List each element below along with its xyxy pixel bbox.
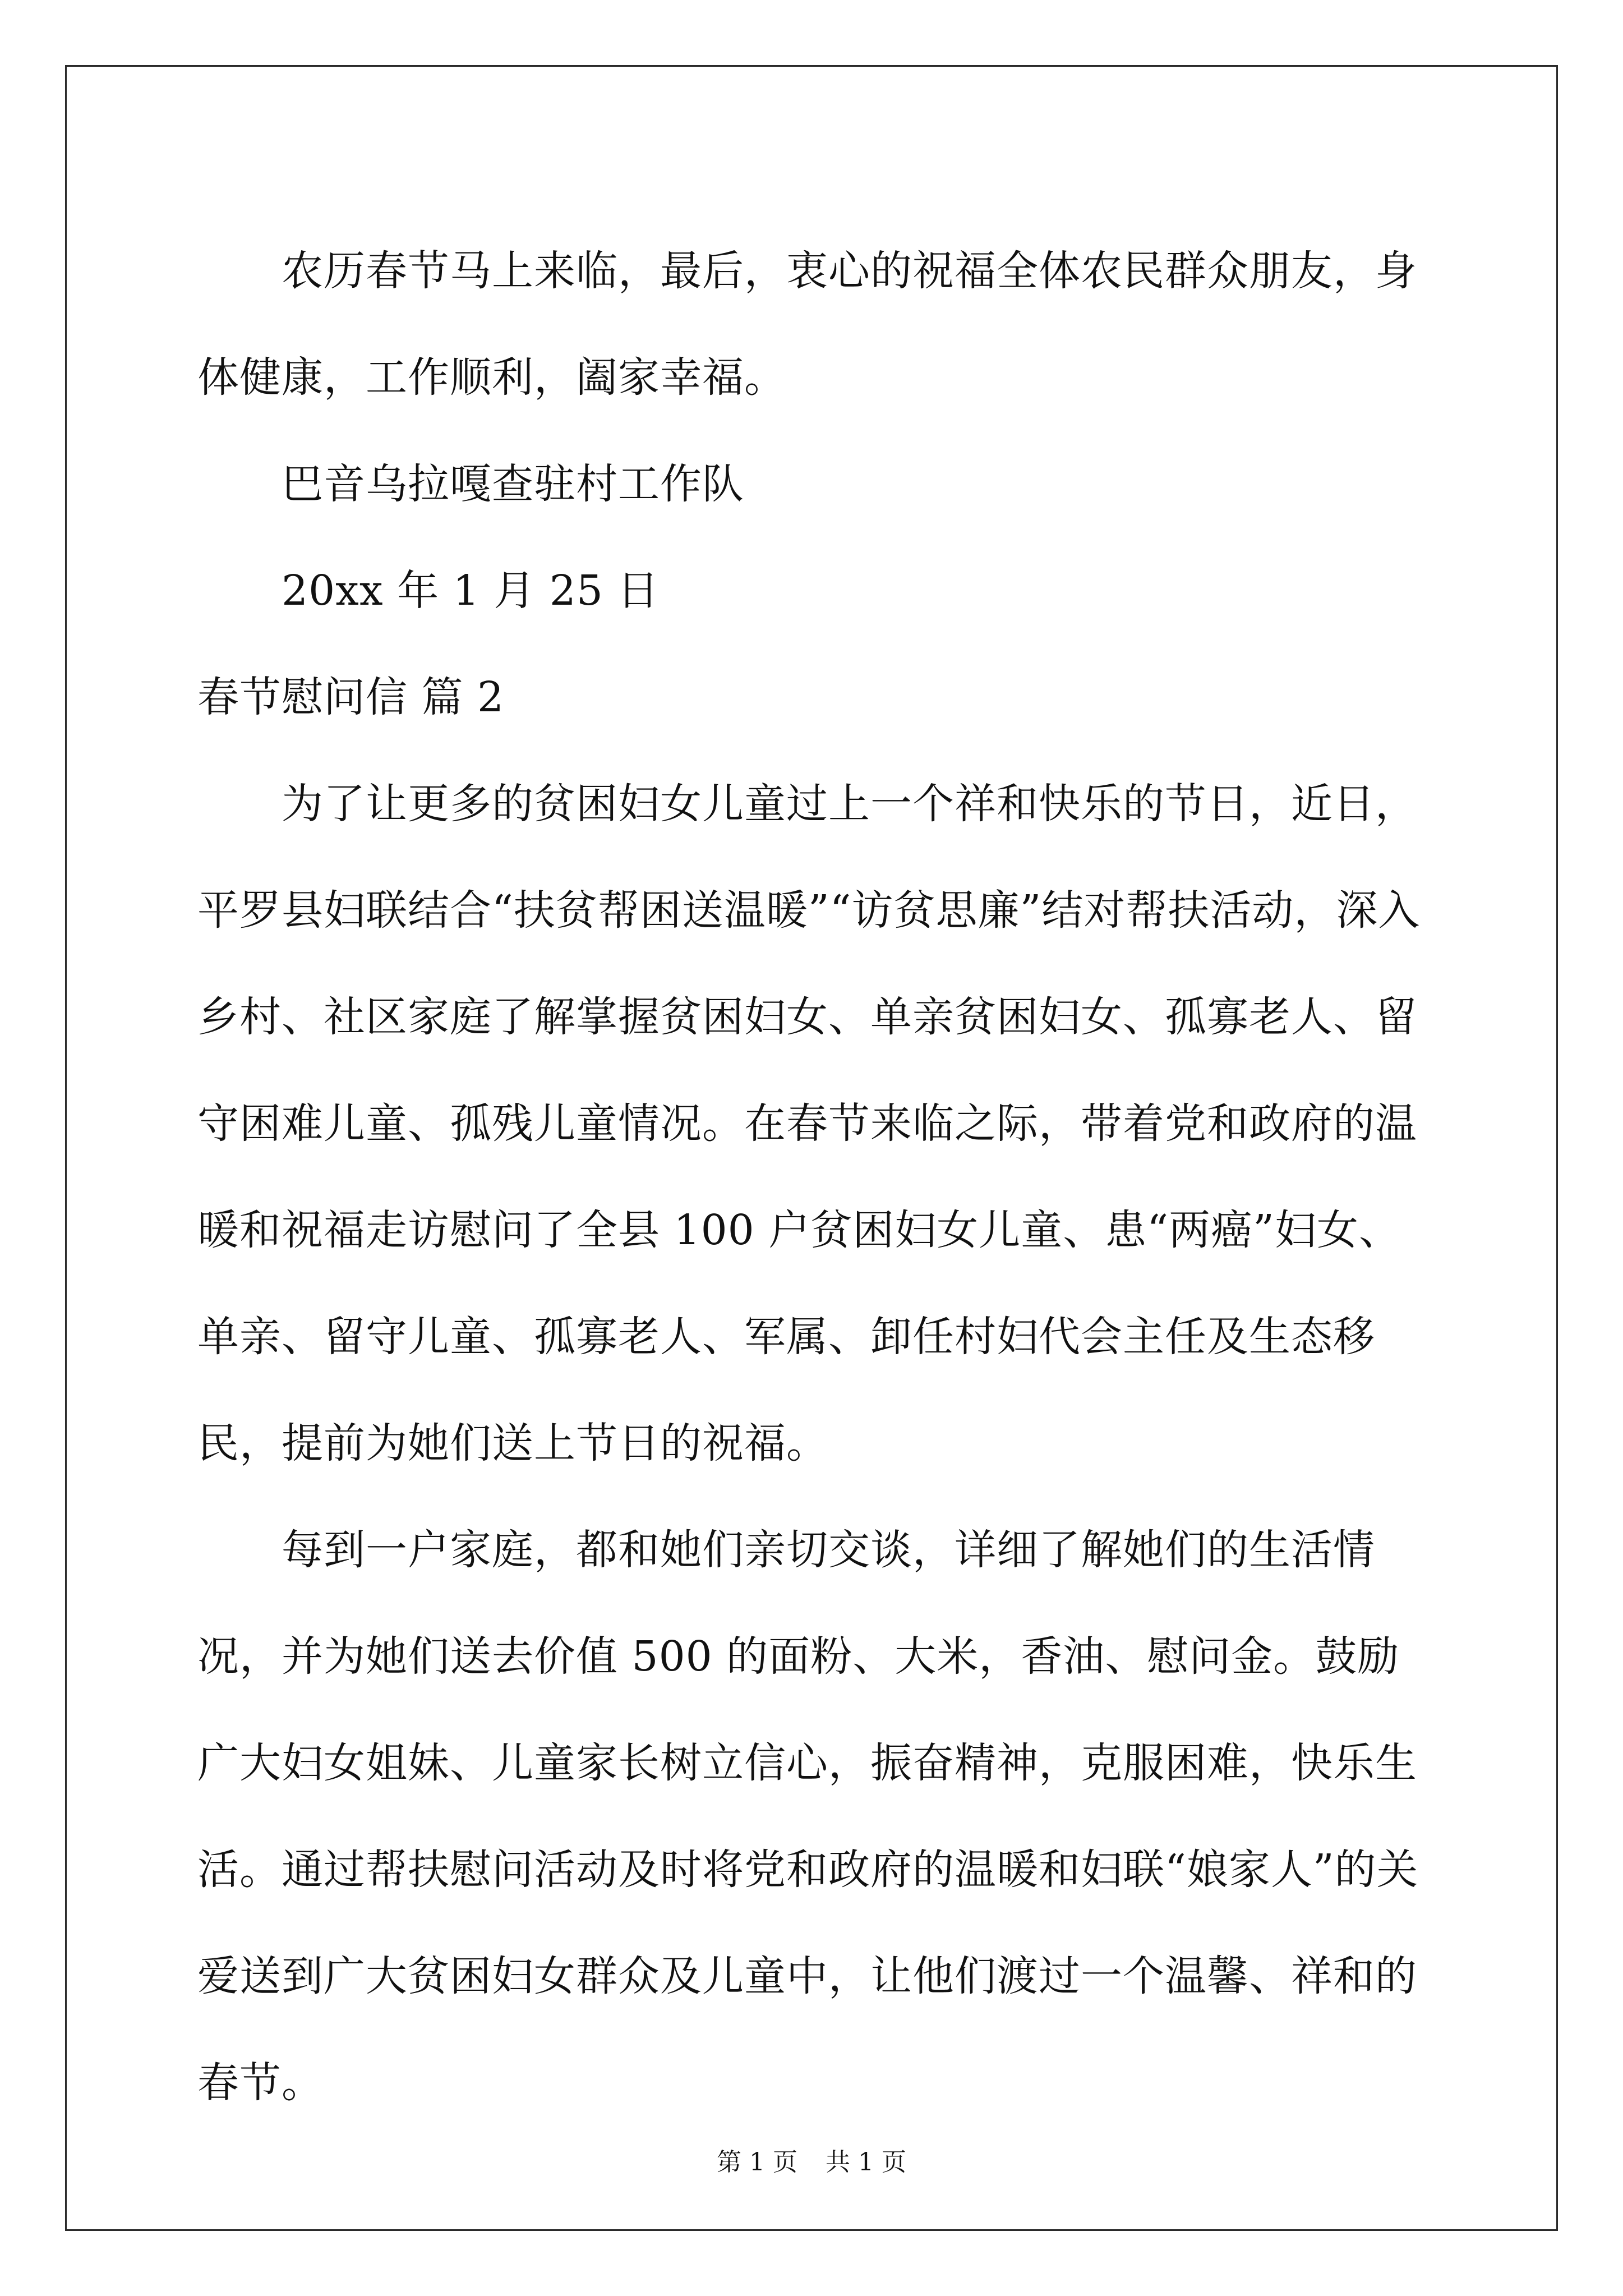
signature-line: 巴音乌拉嘎查驻村工作队 bbox=[282, 460, 744, 508]
page-footer bbox=[0, 2146, 1623, 2179]
body-paragraph: 为了让更多的贫困妇女儿童过上一个祥和快乐的节日，近日，平罗县妇联结合“扶贫帮困送温暖”“访贫思廉”结对帮扶活动，深入乡村、社区家庭了解掌握贫困妇女、单亲贫困妇女、孤寡老人、留守困难儿童、孤残儿童情况。在春节来临之际，带着党和政府的温暖和祝福走访慰问了全县 100 户贫困妇女儿童、患“两癌”妇女、单亲、留守儿童、孤寡老人、军属、卸任村妇代会主任及生态移民，提前为她们送上节日的祝福。 bbox=[197, 780, 1421, 1467]
body-paragraph: 每到一户家庭，都和她们亲切交谈，详细了解她们的生活情况，并为她们送去价值 500 的面粉、大米，香油、慰问金。鼓励广大妇女姐妹、儿童家长树立信心，振奋精神，克服困难，快乐生活。通过帮扶慰问活动及时将党和政府的温暖和妇联“娘家人”的关爱送到广大贫困妇女群众及儿童中，让他们渡过一个温馨、祥和的春节。 bbox=[197, 1526, 1419, 2107]
page-number: 第 1 页 bbox=[717, 2148, 797, 2177]
section-heading: 春节慰问信 篇 2 bbox=[197, 673, 505, 721]
closing-paragraph: 农历春节马上来临，最后，衷心的祝福全体农民群众朋友，身体健康，工作顺利，阖家幸福。 bbox=[197, 247, 1417, 402]
page-total: 共 1 页 bbox=[826, 2148, 906, 2177]
date-line: 20xx 年 1 月 25 日 bbox=[282, 567, 660, 615]
document-body bbox=[197, 218, 1426, 2136]
